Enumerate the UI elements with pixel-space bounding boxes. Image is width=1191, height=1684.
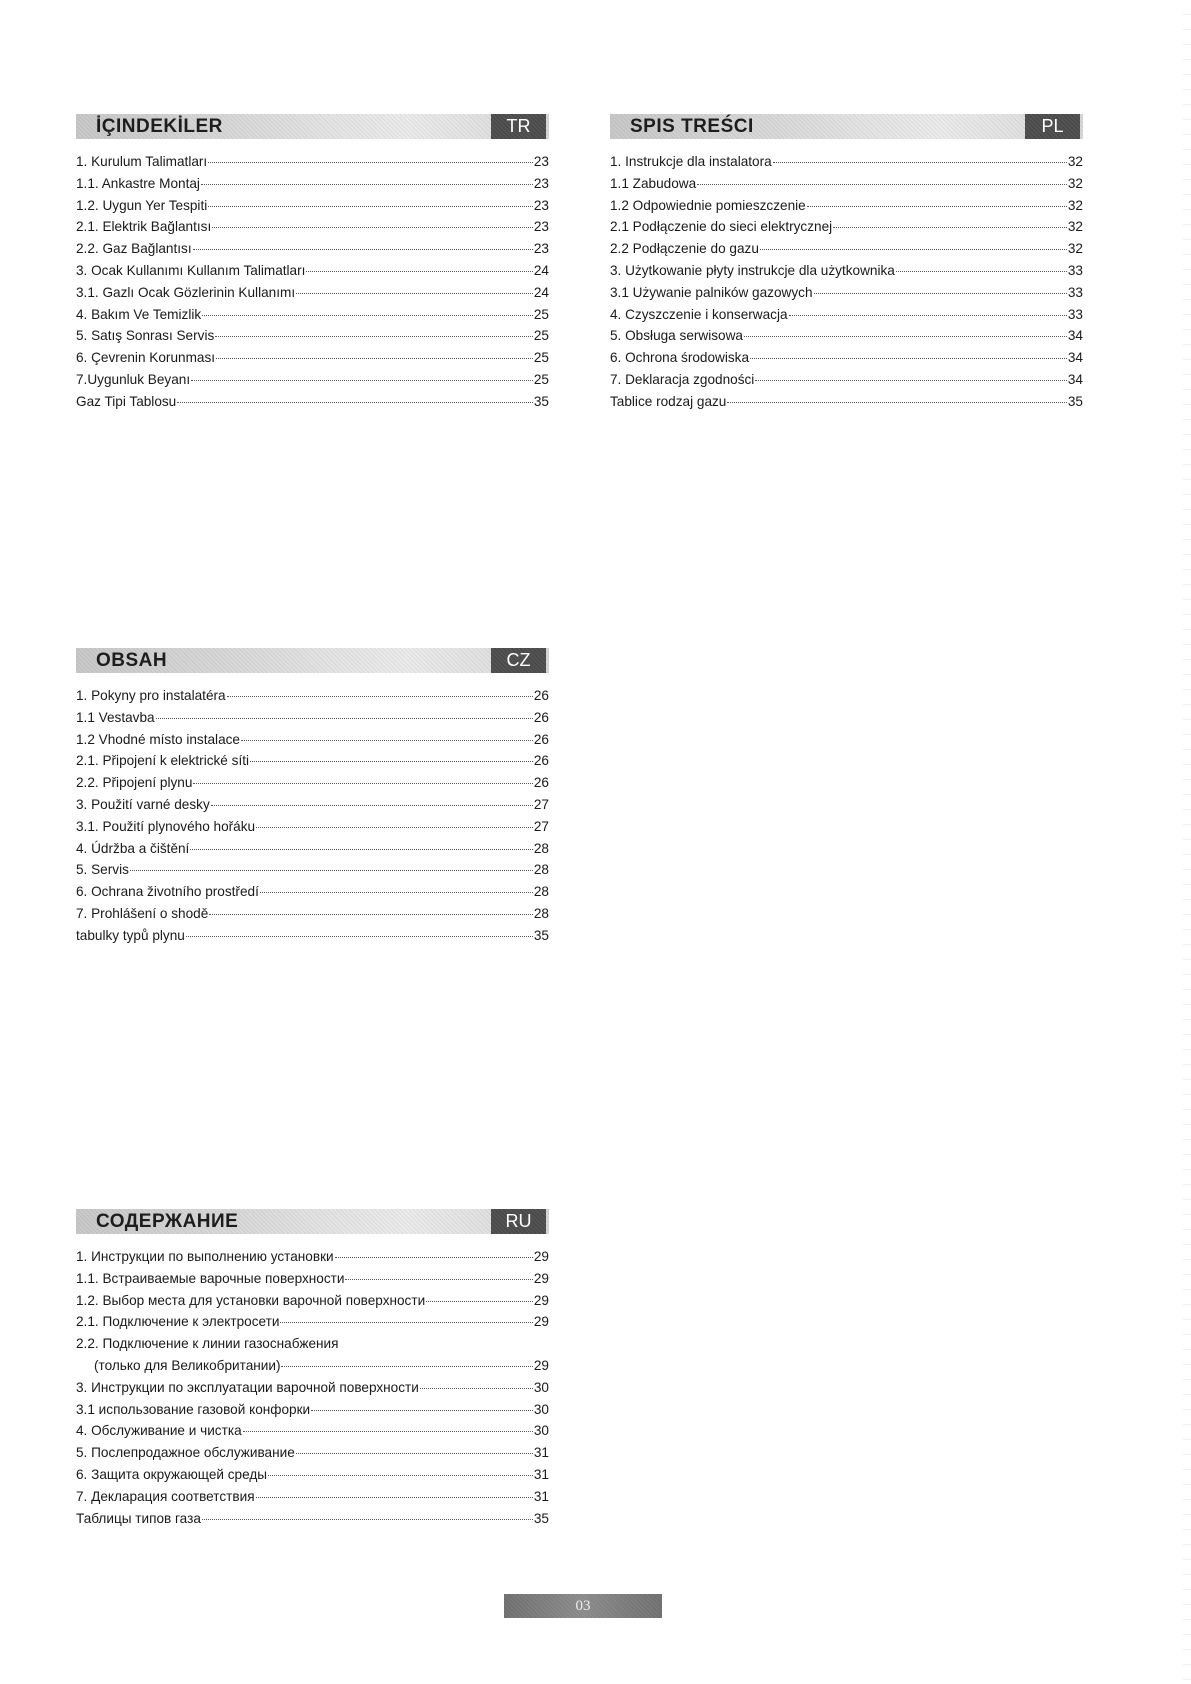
toc-entry-page: 35 xyxy=(533,927,549,943)
toc-list xyxy=(610,151,1083,413)
toc-entry-label: 4. Bakım Ve Temizlik xyxy=(76,306,202,322)
toc-entry-label: 1.1. Ankastre Montaj xyxy=(76,175,200,191)
toc-entry-page: 29 xyxy=(533,1314,549,1330)
leader-dots xyxy=(426,1301,533,1302)
leader-dots xyxy=(212,227,533,228)
leader-dots xyxy=(755,380,1067,381)
toc-header xyxy=(610,114,1083,139)
toc-header xyxy=(76,648,549,673)
toc-list xyxy=(76,685,549,947)
toc-entry-label: 1.2. Выбор места для установки варочной поверхности xyxy=(76,1292,426,1308)
toc-section-tr xyxy=(76,114,549,413)
toc-entry-page: 25 xyxy=(533,350,549,366)
leader-dots xyxy=(814,293,1067,294)
toc-entry-label: 1. Kurulum Talimatları xyxy=(76,154,208,169)
toc-entry[interactable] xyxy=(76,325,549,347)
toc-entry[interactable] xyxy=(76,238,549,260)
toc-entry-label: 3.1. Gazlı Ocak Gözlerinin Kullanımı xyxy=(76,284,296,300)
toc-entry-label: 1.2. Uygun Yer Tespiti xyxy=(76,197,208,213)
toc-entry[interactable] xyxy=(76,151,549,173)
toc-entry-page: 25 xyxy=(533,371,549,387)
toc-entry-page: 31 xyxy=(533,1488,549,1504)
toc-entry-page: 29 xyxy=(533,1292,549,1308)
toc-entry-page: 23 xyxy=(533,175,549,191)
toc-entry-label: 2.1. Elektrik Bağlantısı xyxy=(76,219,212,235)
toc-entry-label: 6. Ochrana životního prostředí xyxy=(76,884,259,900)
toc-entry-page: 26 xyxy=(533,731,549,747)
toc-entry-label: 5. Obsługa serwisowa xyxy=(610,328,743,344)
leader-dots xyxy=(208,162,533,163)
toc-entry-label: Gaz Tipi Tablosu xyxy=(76,393,177,409)
toc-entry-label: 1.1. Встраиваемые варочные поверхности xyxy=(76,1270,345,1286)
toc-entry-page: 26 xyxy=(533,688,549,703)
toc-entry-page: 34 xyxy=(1067,350,1083,366)
toc-title: OBSAH xyxy=(96,650,168,671)
leader-dots xyxy=(209,914,533,915)
leader-dots xyxy=(191,380,533,381)
toc-entry-page: 30 xyxy=(533,1401,549,1417)
toc-entry[interactable] xyxy=(76,925,549,947)
toc-entry[interactable] xyxy=(76,282,549,304)
toc-entry-label: 3. Инструкции по эксплуатации варочной поверхности xyxy=(76,1379,419,1395)
toc-entry-label: 1.1 Vestavba xyxy=(76,709,155,725)
toc-entry-page: 27 xyxy=(533,796,549,812)
toc-entry-page: 23 xyxy=(533,219,549,235)
toc-entry[interactable] xyxy=(76,1290,549,1312)
toc-entry[interactable] xyxy=(76,838,549,860)
leader-dots xyxy=(727,402,1067,403)
toc-header xyxy=(76,114,549,139)
toc-title: SPIS TREŚCI xyxy=(630,116,754,137)
toc-entry-page: 26 xyxy=(533,775,549,791)
leader-dots xyxy=(208,206,533,207)
toc-entry[interactable] xyxy=(76,391,549,413)
toc-entry-page: 29 xyxy=(533,1357,549,1373)
toc-entry-page: 26 xyxy=(533,753,549,769)
toc-entry-page: 23 xyxy=(533,241,549,257)
toc-entry-page: 26 xyxy=(533,709,549,725)
toc-entry[interactable] xyxy=(76,260,549,282)
toc-entry-page: 32 xyxy=(1067,219,1083,235)
toc-entry-label: 3. Ocak Kullanımı Kullanım Talimatları xyxy=(76,262,306,278)
toc-entry-label: 6. Ochrona środowiska xyxy=(610,350,750,366)
leader-dots xyxy=(256,1497,533,1498)
toc-entry[interactable] xyxy=(610,151,1083,173)
language-code-badge: CZ xyxy=(491,648,546,673)
toc-entry-page: 33 xyxy=(1067,262,1083,278)
toc-entry[interactable] xyxy=(76,195,549,217)
toc-entry-label: 4. Údržba a čištění xyxy=(76,840,190,856)
leader-dots xyxy=(177,402,533,403)
leader-dots xyxy=(744,336,1067,337)
toc-entry[interactable] xyxy=(76,1508,549,1530)
toc-entry-label: 2.1. Připojení k elektrické síti xyxy=(76,753,250,769)
toc-entry-label: 7. Deklaracja zgodności xyxy=(610,371,755,387)
leader-dots xyxy=(260,892,533,893)
toc-entry[interactable] xyxy=(76,729,549,751)
toc-entry-label: 7. Декларация соответствия xyxy=(76,1488,255,1504)
leader-dots xyxy=(256,827,533,828)
leader-dots xyxy=(280,1322,532,1323)
toc-entry-page: 35 xyxy=(533,1510,549,1526)
toc-entry-page: 24 xyxy=(533,262,549,278)
leader-dots xyxy=(760,249,1067,250)
toc-entry-label: 3.1. Použití plynového hořáku xyxy=(76,818,256,834)
toc-entry[interactable] xyxy=(610,347,1083,369)
toc-entry[interactable] xyxy=(76,685,549,707)
leader-dots xyxy=(697,184,1067,185)
toc-entry-page: 32 xyxy=(1067,154,1083,169)
leader-dots xyxy=(833,227,1067,228)
toc-entry[interactable] xyxy=(610,238,1083,260)
toc-entry-label: 2.2 Podłączenie do gazu xyxy=(610,241,759,257)
toc-entry-label: Таблицы типов газа xyxy=(76,1510,201,1526)
toc-entry[interactable] xyxy=(76,750,549,772)
toc-entry[interactable] xyxy=(76,794,549,816)
toc-entry[interactable] xyxy=(76,1268,549,1290)
toc-entry[interactable] xyxy=(610,304,1083,326)
toc-entry[interactable] xyxy=(76,1377,549,1399)
toc-entry-page: 32 xyxy=(1067,197,1083,213)
toc-entry-page: 30 xyxy=(533,1423,549,1439)
toc-entry-label: 4. Czyszczenie i konserwacja xyxy=(610,306,788,322)
leader-dots xyxy=(130,870,533,871)
toc-entry-page: 33 xyxy=(1067,284,1083,300)
toc-entry-label: 2.1. Подключение к электросети xyxy=(76,1314,280,1330)
toc-entry-label: 1.2 Odpowiednie pomieszczenie xyxy=(610,197,806,213)
leader-dots xyxy=(241,740,533,741)
toc-list xyxy=(76,1246,549,1529)
scan-edge-marks xyxy=(1183,0,1191,1684)
toc-entry[interactable] xyxy=(610,391,1083,413)
toc-entry-page: 28 xyxy=(533,862,549,878)
toc-entry[interactable] xyxy=(76,1399,549,1421)
toc-entry-page: 25 xyxy=(533,306,549,322)
toc-entry-page: 29 xyxy=(533,1270,549,1286)
toc-entry-page: 23 xyxy=(533,154,549,169)
leader-dots xyxy=(281,1366,532,1367)
leader-dots xyxy=(789,315,1067,316)
leader-dots xyxy=(750,358,1067,359)
toc-entry-page: 29 xyxy=(533,1249,549,1264)
toc-entry-label: 2.1 Podłączenie do sieci elektrycznej xyxy=(610,219,833,235)
toc-entry-page: 28 xyxy=(533,840,549,856)
toc-entry[interactable] xyxy=(610,325,1083,347)
toc-entry[interactable] xyxy=(76,881,549,903)
toc-header xyxy=(76,1209,549,1234)
toc-entry-page: 23 xyxy=(533,197,549,213)
toc-entry[interactable] xyxy=(610,369,1083,391)
toc-entry-label: 6. Çevrenin Korunması xyxy=(76,350,216,366)
leader-dots xyxy=(211,805,533,806)
leader-dots xyxy=(193,783,532,784)
toc-entry-label: 4. Обслуживание и чистка xyxy=(76,1423,242,1439)
toc-entry-label: 5. Satış Sonrası Servis xyxy=(76,328,215,344)
toc-section-ru xyxy=(76,1209,549,1529)
toc-entry-page: 31 xyxy=(533,1445,549,1461)
toc-entry-page: 34 xyxy=(1067,371,1083,387)
leader-dots xyxy=(420,1388,533,1389)
toc-entry-label: (только для Великобритании) xyxy=(94,1357,281,1373)
toc-entry[interactable] xyxy=(610,195,1083,217)
toc-entry-label: 1. Pokyny pro instalatéra xyxy=(76,688,226,703)
toc-title: İÇINDEKİLER xyxy=(96,116,223,137)
toc-entry[interactable] xyxy=(76,1486,549,1508)
toc-entry[interactable] xyxy=(76,859,549,881)
leader-dots xyxy=(296,1453,533,1454)
leader-dots xyxy=(190,849,533,850)
leader-dots xyxy=(268,1475,533,1476)
toc-entry-page: 30 xyxy=(533,1379,549,1395)
toc-entry-label: Tablice rodzaj gazu xyxy=(610,393,727,409)
toc-entry[interactable] xyxy=(76,1442,549,1464)
toc-entry[interactable] xyxy=(76,707,549,729)
language-code-badge: PL xyxy=(1025,114,1080,139)
toc-entry[interactable] xyxy=(76,1333,549,1355)
leader-dots xyxy=(201,184,533,185)
toc-entry[interactable] xyxy=(76,1246,549,1268)
toc-entry[interactable] xyxy=(76,304,549,326)
leader-dots xyxy=(193,249,533,250)
toc-entry-page: 35 xyxy=(1067,393,1083,409)
toc-section-cz xyxy=(76,648,549,947)
leader-dots xyxy=(296,293,533,294)
toc-entry-page: 33 xyxy=(1067,306,1083,322)
toc-entry[interactable] xyxy=(76,1420,549,1442)
toc-entry-label: 7.Uygunluk Beyanı xyxy=(76,371,191,387)
toc-entry-page: 32 xyxy=(1067,175,1083,191)
toc-entry-page: 27 xyxy=(533,818,549,834)
toc-entry[interactable] xyxy=(76,772,549,794)
toc-entry[interactable] xyxy=(610,173,1083,195)
leader-dots xyxy=(335,1257,533,1258)
toc-entry-page: 35 xyxy=(533,393,549,409)
toc-entry-page: 25 xyxy=(533,328,549,344)
language-code-badge: TR xyxy=(491,114,546,139)
toc-entry[interactable] xyxy=(76,347,549,369)
leader-dots xyxy=(202,315,533,316)
toc-entry-page: 34 xyxy=(1067,328,1083,344)
leader-dots xyxy=(215,336,533,337)
toc-entry-label: 3. Použití varné desky xyxy=(76,796,210,812)
toc-entry-page: 24 xyxy=(533,284,549,300)
leader-dots xyxy=(345,1279,532,1280)
toc-entry-label: 2.2. Gaz Bağlantısı xyxy=(76,241,192,257)
toc-entry-label: 5. Servis xyxy=(76,862,129,878)
toc-title: СОДЕРЖАНИЕ xyxy=(96,1211,239,1232)
leader-dots xyxy=(186,936,533,937)
leader-dots xyxy=(156,718,533,719)
leader-dots xyxy=(243,1431,533,1432)
toc-entry-page: 32 xyxy=(1067,241,1083,257)
language-code-badge: RU xyxy=(491,1209,546,1234)
toc-entry-label: 1. Инструкции по выполнению установки xyxy=(76,1249,334,1264)
toc-entry[interactable] xyxy=(76,369,549,391)
toc-entry-label: 1.1 Zabudowa xyxy=(610,175,697,191)
toc-entry-label: 3. Użytkowanie płyty instrukcje dla użytkownika xyxy=(610,262,895,278)
toc-entry-label: 1. Instrukcje dla instalatora xyxy=(610,154,772,169)
leader-dots xyxy=(216,358,533,359)
toc-entry-label: 5. Послепродажное обслуживание xyxy=(76,1445,295,1461)
toc-entry[interactable] xyxy=(76,816,549,838)
toc-section-pl xyxy=(610,114,1083,413)
toc-entry-label: 2.2. Подключение к линии газоснабжения xyxy=(76,1336,339,1352)
leader-dots xyxy=(227,696,533,697)
leader-dots xyxy=(202,1519,533,1520)
toc-entry[interactable] xyxy=(76,173,549,195)
toc-entry[interactable] xyxy=(610,216,1083,238)
toc-entry[interactable] xyxy=(610,282,1083,304)
leader-dots xyxy=(311,1410,533,1411)
toc-entry-label: 2.2. Připojení plynu xyxy=(76,775,193,791)
leader-dots xyxy=(306,271,532,272)
toc-entry[interactable] xyxy=(610,260,1083,282)
toc-entry[interactable] xyxy=(76,1355,549,1377)
toc-entry-label: 3.1 Używanie palników gazowych xyxy=(610,284,813,300)
toc-entry[interactable] xyxy=(76,903,549,925)
toc-entry-page: 28 xyxy=(533,884,549,900)
toc-entry[interactable] xyxy=(76,1311,549,1333)
leader-dots xyxy=(896,271,1067,272)
toc-entry[interactable] xyxy=(76,216,549,238)
leader-dots xyxy=(250,761,533,762)
toc-entry-label: 7. Prohlášení o shodě xyxy=(76,905,209,921)
leader-dots xyxy=(807,206,1067,207)
toc-entry[interactable] xyxy=(76,1464,549,1486)
toc-entry-label: 6. Защита окружающей среды xyxy=(76,1466,268,1482)
toc-entry-label: 1.2 Vhodné místo instalace xyxy=(76,731,240,747)
leader-dots xyxy=(773,162,1067,163)
toc-entry-page: 28 xyxy=(533,905,549,921)
page-number: 03 xyxy=(504,1594,662,1618)
toc-list xyxy=(76,151,549,413)
toc-entry-page: 31 xyxy=(533,1466,549,1482)
toc-entry-label: tabulky typů plynu xyxy=(76,927,185,943)
toc-entry-label: 3.1 использование газовой конфорки xyxy=(76,1401,311,1417)
